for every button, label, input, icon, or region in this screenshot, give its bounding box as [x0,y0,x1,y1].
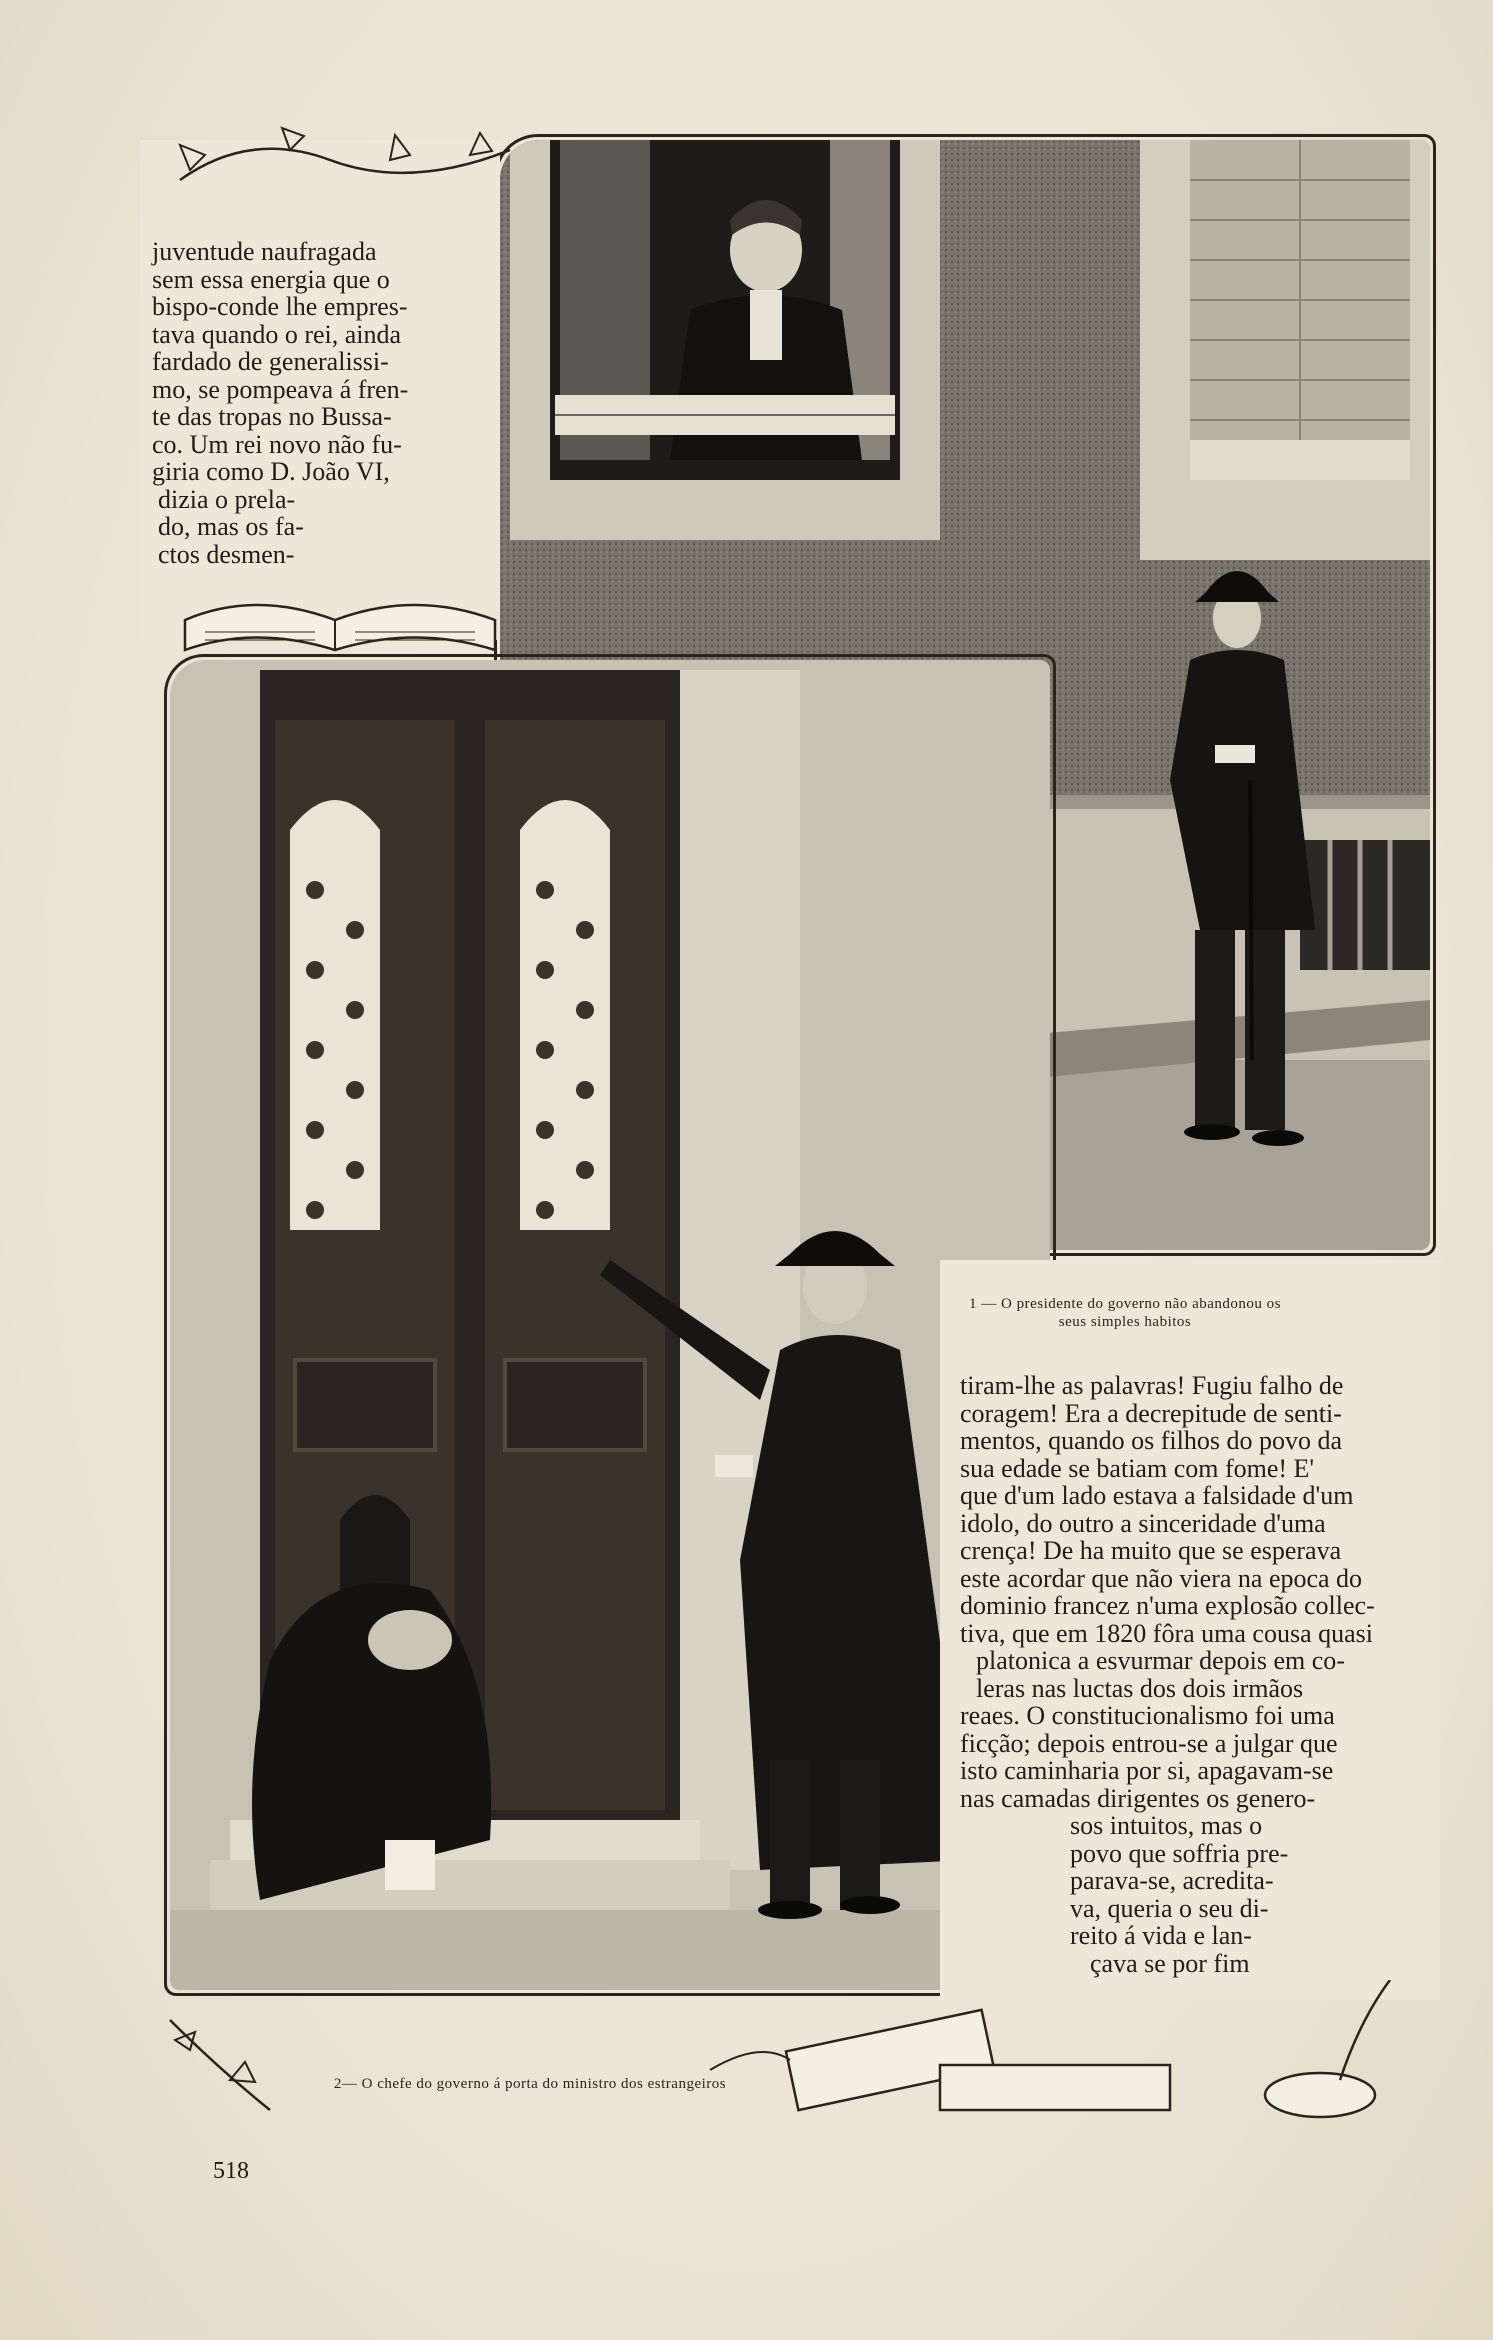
text-line: fardado de generalissi- [152,347,389,376]
text-line: leras nas luctas dos dois irmãos [976,1673,1304,1703]
text-line: este acordar que não viera na epoca do [960,1563,1363,1593]
text-line: co. Um rei novo não fu- [152,429,402,459]
text-line: coragem! Era a decrepitude de senti- [960,1398,1342,1428]
text-line: çava se por fim [1090,1948,1250,1978]
text-line: sos intuitos, mas o [1070,1811,1263,1840]
text-line: mo, se pompeava á fren- [152,374,409,404]
text-line: nas camadas dirigentes os genero- [960,1783,1316,1813]
text-line: ctos desmen- [158,539,295,569]
text-line: giria como D. João VI, [152,457,390,486]
text-line: tiva, que em 1820 fôra uma cousa quasi [960,1618,1373,1648]
text-line: va, queria o seu di- [1070,1893,1269,1923]
text-line: dizia o prela- [158,484,296,514]
text-line: platonica a esvurmar depois em co- [976,1646,1345,1675]
text-line: dominio francez n'uma explosão collec- [960,1591,1375,1620]
text-line: reaes. O constitucionalismo foi uma [960,1701,1335,1730]
text-line: ficção; depois entrou-se a julgar que [960,1728,1338,1758]
text-column-bottom-right [960,1372,1420,1977]
ivy-ornament-top-icon [170,120,550,210]
text-line: parava-se, acredita- [1070,1866,1274,1895]
open-book-ornament-icon [175,580,505,660]
text-line: mentos, quando os filhos do povo da [960,1426,1343,1455]
text-line: te das tropas no Bussa- [152,402,392,431]
text-line: povo que soffria pre- [1070,1838,1289,1868]
text-column-top-left [152,238,462,568]
text-line: reito á vida e lan- [1070,1921,1252,1950]
text-line: sua edade se batiam com fome! E' [960,1453,1315,1483]
photo-minister-door-frame [164,654,1056,1996]
books-and-quill-ornament-icon [700,1980,1420,2130]
text-line: que d'um lado estava a falsidade d'um [960,1481,1354,1510]
text-line: isto caminharia por si, apagavam-se [960,1756,1334,1785]
text-line: do, mas os fa- [158,512,304,541]
text-line: crença! De ha muito que se esperava [960,1536,1342,1565]
text-line: sem essa energia que o [152,264,390,294]
text-line: bispo-conde lhe empres- [152,292,408,321]
text-line: juventude naufragada [152,237,377,266]
caption-photo-1: 1 — O presidente do governo não abandonou os seus simples habitos [969,1296,1281,1330]
text-line: tiram-lhe as palavras! Fugiu falho de [960,1371,1344,1400]
text-line: tava quando o rei, ainda [152,319,402,349]
text-line: idolo, do outro a sinceridade d'uma [960,1508,1326,1538]
caption-photo-2: 2— O chefe do governo á porta do ministro dos estrangeiros [333,2076,727,2092]
page-number: 518 [213,2158,249,2184]
ivy-ornament-bottom-left-icon [160,2010,290,2120]
